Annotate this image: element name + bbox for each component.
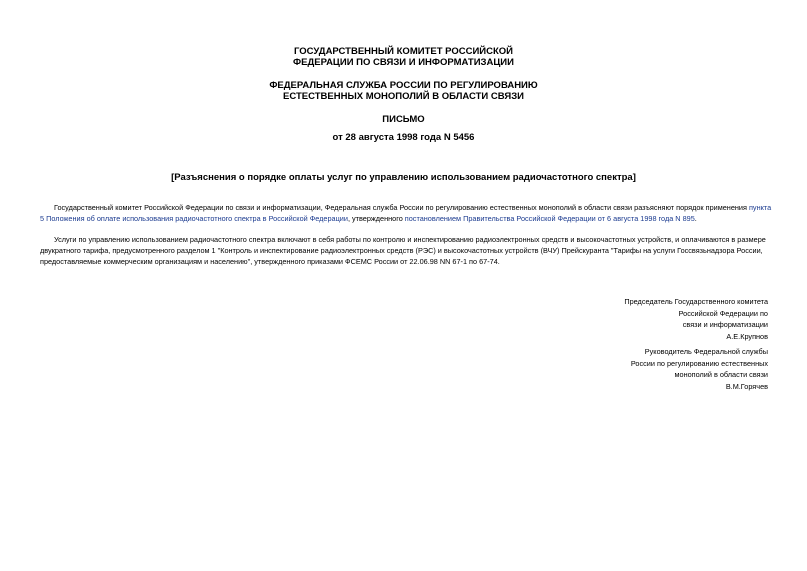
issuer-service — [0, 80, 807, 102]
paragraph-1-text-middle: , утвержденного — [347, 214, 405, 223]
paragraph-2: Услуги по управлению использованием радиочастотного спектра включают в себя работы по контролю и инспектированию радиоэлектронных средств и высокочастотных устройств, и оплачиваются в размере двукратного тарифа, предусмотренного разделом 1 "Контроль и инспектирование радиоэлектронных средств (РЭС) и высокочастотных устройств (ВЧУ) Прейскуранта "Тарифы на услуги Госсвязьнадзора России, предоставляемые коммерческим организациям и населению", утвержденного приказами ФСЕМС России от 22.06.98 NN 67-1 по 67-74. — [40, 235, 766, 266]
link-government-decree-895[interactable]: постановлением Правительства Российской Федерации от 6 августа 1998 года N 895 — [404, 214, 695, 223]
document-type — [0, 114, 807, 125]
issuer-committee-line-1: ГОСУДАРСТВЕННЫЙ КОМИТЕТ РОССИЙСКОЙ — [293, 46, 514, 57]
signature-block-committee — [468, 296, 768, 342]
issuer-committee — [0, 46, 807, 68]
paragraph-1-text-before: Государственный комитет Российской Федерации по связи и информатизации, Федеральная служба России по регулированию естественных монополий в области связи разъясняют порядок применения — [54, 203, 749, 212]
document-type-label: ПИСЬМО — [382, 114, 425, 125]
issuer-service-line-1: ФЕДЕРАЛЬНАЯ СЛУЖБА РОССИИ ПО РЕГУЛИРОВАНИЮ — [269, 80, 538, 91]
signature-title-line: монополий в области связи — [674, 370, 768, 379]
paragraph-1-text-after: . — [694, 214, 697, 223]
signature-title-line: Российской Федерации по — [678, 308, 768, 318]
issuer-committee-line-2: ФЕДЕРАЦИИ ПО СВЯЗИ И ИНФОРМАТИЗАЦИИ — [293, 57, 514, 68]
signatory-name: А.Е.Крупнов — [726, 331, 768, 341]
signature-block-service — [468, 346, 768, 392]
link-regulation-clause-5[interactable]: пункта 5 Положения об оплате использования радиочастотного спектра в Российской Федерации — [40, 203, 772, 223]
signature-title-line: связи и информатизации — [682, 320, 768, 329]
document-subject — [0, 172, 807, 183]
signature-title-line: Председатель Государственного комитета — [624, 297, 768, 306]
document-subject-label: [Разъяснения о порядке оплаты услуг по управлению использованием радиочастотного спектра] — [171, 172, 636, 183]
document-date-number — [0, 132, 807, 143]
signature-title-line: Руководитель Федеральной службы — [644, 347, 768, 356]
document-date-number-label: от 28 августа 1998 года N 5456 — [332, 132, 475, 143]
signature-title-line: России по регулированию естественных — [630, 358, 768, 368]
issuer-service-line-2: ЕСТЕСТВЕННЫХ МОНОПОЛИЙ В ОБЛАСТИ СВЯЗИ — [283, 91, 524, 102]
paragraph-1 — [40, 202, 773, 224]
signatory-name: В.М.Горячев — [725, 381, 768, 391]
